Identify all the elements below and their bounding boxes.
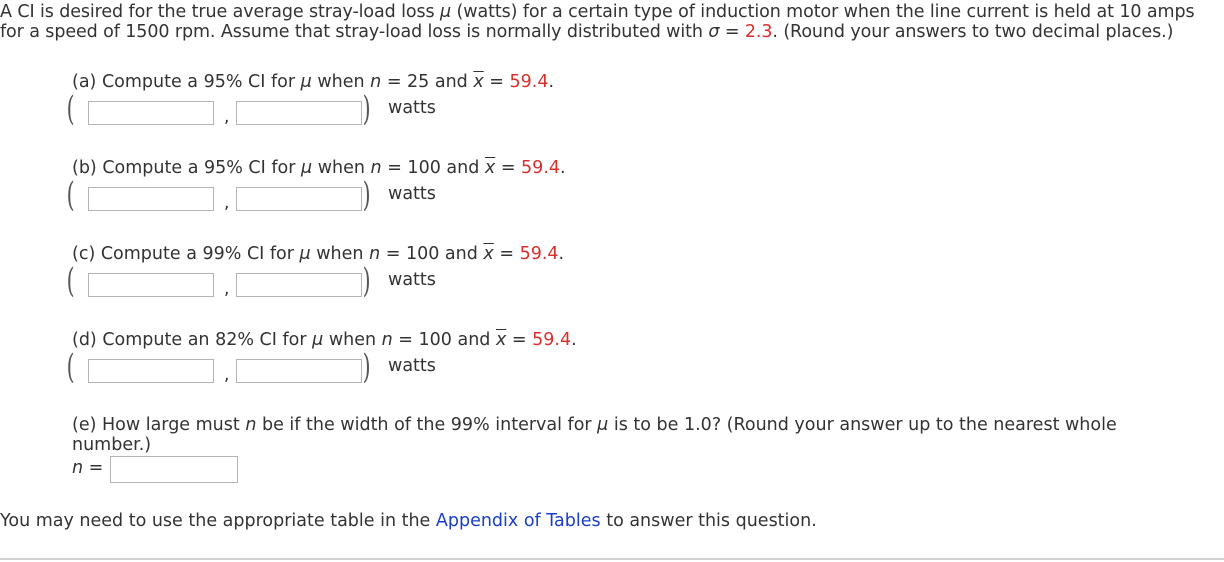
n-symbol: n (381, 330, 393, 350)
part-b-lower-bound-input[interactable] (88, 187, 214, 211)
footer-text: to answer this question. (600, 511, 817, 531)
sigma-value: 2.3 (744, 21, 773, 42)
intro-text-after: . (Round your answers to two decimal places.) (772, 21, 1174, 42)
part-d-upper-bound-input[interactable] (236, 359, 362, 383)
mu-symbol: μ (312, 330, 324, 350)
comma: , (224, 365, 230, 385)
question-text: when (310, 244, 370, 264)
problem-statement (0, 3, 1220, 42)
mu-symbol: μ (299, 244, 311, 264)
period: . (571, 330, 577, 350)
n-value: = 25 and (381, 72, 474, 92)
divider (0, 558, 1224, 560)
xbar-value: 59.4 (509, 72, 549, 92)
xbar-symbol: $\overline{x}$ (484, 158, 496, 178)
equals-sign: = (493, 244, 520, 264)
equals-sign: = (506, 330, 533, 350)
footer-text: You may need to use the appropriate table in the (0, 511, 436, 531)
question-text: when (311, 72, 371, 92)
part-d-lower-bound-input[interactable] (88, 359, 214, 383)
part-e (72, 416, 1192, 486)
intro-text: A CI is desired for the true average stray-load loss (0, 2, 441, 22)
question-text: when (312, 158, 371, 178)
part-b-answer-row (66, 175, 566, 215)
part-c-lower-bound-input[interactable] (88, 273, 214, 297)
sigma-symbol: σ (708, 21, 720, 42)
question-text: (a) Compute a 95% CI for (72, 72, 301, 92)
part-c (66, 243, 565, 301)
part-d-answer-row (66, 347, 577, 387)
part-a-answer-row (66, 89, 554, 129)
part-e-n-input[interactable] (110, 456, 238, 483)
question-text: when (323, 330, 382, 350)
part-d-question (72, 329, 577, 351)
mu-symbol: μ (300, 72, 312, 92)
xbar-symbol: $\overline{x}$ (473, 72, 484, 92)
n-value: = 100 and (381, 158, 485, 178)
comma: , (224, 107, 230, 127)
unit-label: watts (388, 98, 436, 118)
question-text: (c) Compute a 99% CI for (72, 244, 300, 264)
xbar-symbol: $\overline{x}$ (495, 330, 507, 350)
n-value: = 100 and (392, 330, 496, 350)
question-text: (e) How large must (72, 415, 246, 435)
xbar-value: 59.4 (521, 158, 561, 178)
n-symbol: n (369, 244, 381, 264)
part-a-lower-bound-input[interactable] (88, 101, 214, 125)
part-c-answer-row (66, 261, 564, 301)
right-paren: ) (362, 261, 371, 301)
question-text: (d) Compute an 82% CI for (72, 330, 313, 350)
n-symbol: n (370, 72, 382, 92)
n-equals-label: n = (72, 458, 104, 478)
left-paren: ( (66, 347, 75, 387)
period: . (560, 158, 566, 178)
question-text: is to be 1.0? (Round your answer up to the nearest whole number.) (72, 415, 1117, 455)
mu-symbol: μ (440, 2, 452, 22)
part-b (66, 157, 566, 215)
equals-sign: = (483, 72, 510, 92)
n-symbol: n (245, 415, 257, 435)
xbar-value: 59.4 (519, 244, 559, 264)
left-paren: ( (66, 261, 75, 301)
unit-label: watts (388, 270, 436, 290)
part-a (66, 71, 555, 129)
period: . (558, 244, 565, 264)
right-paren: ) (362, 347, 371, 387)
unit-label: watts (388, 356, 436, 376)
mu-symbol: μ (597, 415, 609, 435)
question-text: (b) Compute a 95% CI for (72, 158, 302, 178)
unit-label: watts (388, 184, 436, 204)
question-text: be if the width of the 99% interval for (256, 415, 598, 435)
comma: , (224, 193, 230, 213)
footer-note (0, 511, 817, 531)
comma: , (224, 279, 230, 299)
part-c-upper-bound-input[interactable] (236, 273, 362, 297)
part-a-question (72, 71, 554, 93)
xbar-symbol: $\overline{x}$ (483, 244, 494, 264)
right-paren: ) (362, 89, 371, 129)
appendix-of-tables-link[interactable]: Appendix of Tables (435, 511, 601, 531)
period: . (548, 72, 555, 92)
left-paren: ( (66, 175, 75, 215)
intro-text-mid: (watts) for a certain type of induction motor when the line current is held at 10 amps for a speed of 1500 rpm. Assume that stray-load loss is normally distributed with (0, 2, 1195, 42)
equals-sign: = (495, 158, 522, 178)
right-paren: ) (362, 175, 371, 215)
part-b-upper-bound-input[interactable] (236, 187, 362, 211)
equals-sign: = (719, 21, 745, 42)
mu-symbol: μ (301, 158, 313, 178)
left-paren: ( (66, 89, 75, 129)
part-b-question (72, 157, 566, 179)
n-symbol: n (370, 158, 382, 178)
part-c-question (72, 243, 564, 265)
n-value: = 100 and (380, 244, 484, 264)
part-a-upper-bound-input[interactable] (236, 101, 362, 125)
part-e-question (72, 416, 1192, 455)
part-d (66, 329, 577, 387)
xbar-value: 59.4 (532, 330, 572, 350)
